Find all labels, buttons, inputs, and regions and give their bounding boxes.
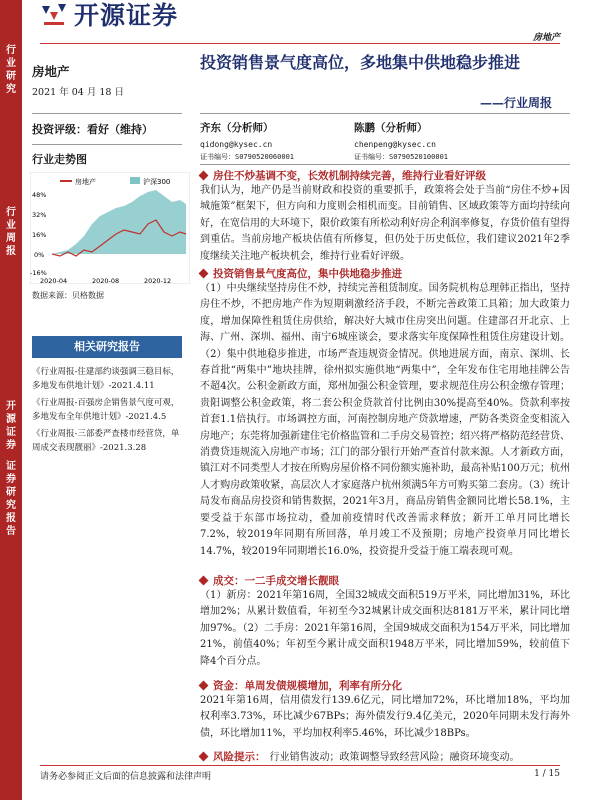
legend-hs300: 沪深300 [143,178,171,186]
section-investment-sales [200,266,570,560]
divider [200,113,570,114]
related-report-item[interactable]: 《行业周报-住建部约谈强调三稳目标，多地发布供地计划》-2021.4.11 [32,367,180,391]
x-tick: 2020-12 [144,277,172,284]
section-paragraph: （1）新房：2021年第16周，全国32城成交面积519万平米，同比增加31%，环比增加2%；从累计数值看，年初至今32城累计成交面积达8181万平米，累计同比增加97%。（2）二手房：2021年第16周，全国9城成交面积为154万平米，同比增加21%，前值40%；年初至今累计成交面积1948万平米，同比增加59%，较前值下降4个百分点。 [200,590,570,667]
bullet-diamond-icon [199,576,209,586]
side-label-broker: 开 源 证 券 [6,401,16,451]
section-heading: 投资销售景气度高位，集中供地稳步推进 [200,266,570,281]
industry-name: 房地产 [32,64,70,79]
investment-rating: 投资评级：看好（维持） [32,123,153,136]
y-tick: 48% [32,191,47,199]
side-label-research: 行 业 研 究 [6,45,16,95]
analyst-card [354,120,504,163]
bullet-diamond-icon [199,171,209,181]
x-tick: 2020-04 [40,277,68,284]
related-reports-title: 相关研究报告 [32,336,182,358]
y-tick: 32% [32,211,47,219]
analyst-cert: 证书编号：S0790520100001 [354,153,449,161]
legend-property: 房地产 [75,178,96,186]
related-report-item[interactable]: 《行业周报-三部委严查楼市经营贷，单周成交表现靓丽》-2021.3.28 [32,429,180,453]
side-label-report: 证 券 研 究 报 告 [6,461,16,537]
logo [40,0,178,28]
analyst-name: 齐东（分析师） [200,122,274,134]
section-paragraph: 我们认为，地产仍是当前财政和投资的重要抓手，政策将会处于当前“房住不炒+因城施策”框架下，但方向和力度则会相机而变。目前销售、区域政策等方面均持续向好，在宽信用的大环境下，限价政策有所松动利好房企利润率修复，存货价值有望得到重估。当前房地产板块估值有所修复，但仍处于历史低位，我们建议2021年2季度继续关注地产板块机会，维持行业看好评级。 [200,185,570,262]
section-heading: 风险提示： [200,749,266,764]
page-subtitle: ——行业周报 [480,96,553,110]
section-policy [200,168,570,265]
analyst-email[interactable]: qidong@kysec.cn [200,140,273,149]
header-rule [40,43,560,44]
hs300-area [52,190,186,254]
section-heading: 资金：单周发债规模增加，利率有所分化 [200,678,570,693]
chart-source: 数据来源：贝格数据 [32,291,104,300]
section-paragraph: 2021年第16周，信用债发行139.6亿元，同比增加72%，环比增加18%，平均加权利率3.73%，环比减少67BPs；海外债发行9.4亿美元，2020年同期未发行海外债，环比增加11%，平均加权利率5.46%，环比减少18BPs。 [200,695,570,739]
bullet-diamond-icon [199,269,209,279]
analyst-cert: 证书编号：S0790520060001 [200,153,295,161]
page-number: 1 / 15 [534,769,560,779]
report-date: 2021 年 04 月 18 日 [32,87,124,98]
side-label-weekly: 行 业 周 报 [6,207,16,257]
section-transactions [200,573,570,670]
section-heading: 成交：一二手成交增长靓眼 [200,573,570,588]
related-report-item[interactable]: 《行业周报-百强房企销售景气度可观，多地发布全年供地计划》-2021.4.5 [32,398,180,422]
x-tick: 2020-08 [92,277,120,284]
bullet-diamond-icon [199,752,209,762]
section-risk [200,749,570,766]
bullet-diamond-icon [199,681,209,691]
divider [32,144,182,145]
trend-chart [30,172,190,284]
analyst-email[interactable]: chenpeng@kysec.cn [354,140,436,149]
header-section-label: 房地产 [532,33,560,43]
y-tick: 16% [32,231,47,239]
section-heading: 房住不炒基调不变，长效机制持续完善，维持行业看好评级 [200,168,570,183]
y-tick: -16% [30,269,47,277]
section-paragraph: （1）中央继续坚持房住不炒，持续完善租赁制度。国务院机构总理韩正指出，坚持房住不炒，不把房地产作为短期刺激经济手段，不断完善政策工具箱；加大政策力度，增加保障性租赁住房供给，解决好大城市住房突出问题。住建部召开北京、上海、广州、深圳、福州、南宁6城座谈会，要求落实年度保障性租赁住房建设计划。（2）集中供地稳步推进，市场严查违规资金情况。供地进展方面，南京、深圳、长春首批“两集中”地块挂牌，徐州拟实施供地“两集中”，全年发布住宅用地挂牌公告不超4次。公积金新政方面，郑州加强公积金管理，要求规范住房公积金缴存管理；贵阳调整公积金政策，将二套公积金贷款首付比例由30%提高至40%。贷款利率按首套1.1倍执行。市场调控方面，河南控制房地产贷款增速，严防各类资金变相流入房地产；东莞将加强新建住宅价格监管和二手房交易管控；绍兴将严格防范经营贷、消费贷违规流入房地产市场；江门的部分银行开始严查首付款来源。人才新政方面，镇江对不同类型人才按在所购房屋价格不同份额实施补助，最高补贴100万元；杭州人才购房政策收紧，高层次人才家庭落户杭州须满5年方可购买第二套房。（3）统计局发布商品房投资和销售数据，2021年3月，商品房销售金额同比增长58.1%，主要受益于东部市场拉动，叠加前疫情时代改善需求释放；新开工单月同比增长7.2%，较2019年同期有所回落，单月竣工不及预期；房地产投资单月同比增长14.7%，较2019年同期增长16.0%，投资提升受益于施工端表现可观。 [200,283,570,557]
divider [32,113,182,114]
footer-rule [40,765,560,766]
analyst-name: 陈鹏（分析师） [354,122,428,134]
logo-mark-icon [40,2,68,26]
divider [200,164,570,165]
legend-hs300-swatch [130,177,140,184]
page-title: 投资销售景气度高位，多地集中供地稳步推进 [200,53,521,72]
analyst-card [200,120,350,163]
section-paragraph: 行业销售波动；政策调整导致经营风险；融资环境变动。 [269,752,520,763]
logo-text: 开源证券 [74,1,179,30]
y-tick: 0% [34,251,45,259]
section-funding [200,678,570,742]
footer-disclaimer[interactable]: 请务必参阅正文后面的信息披露和法律声明 [40,772,212,782]
trend-chart-title: 行业走势图 [32,153,87,166]
